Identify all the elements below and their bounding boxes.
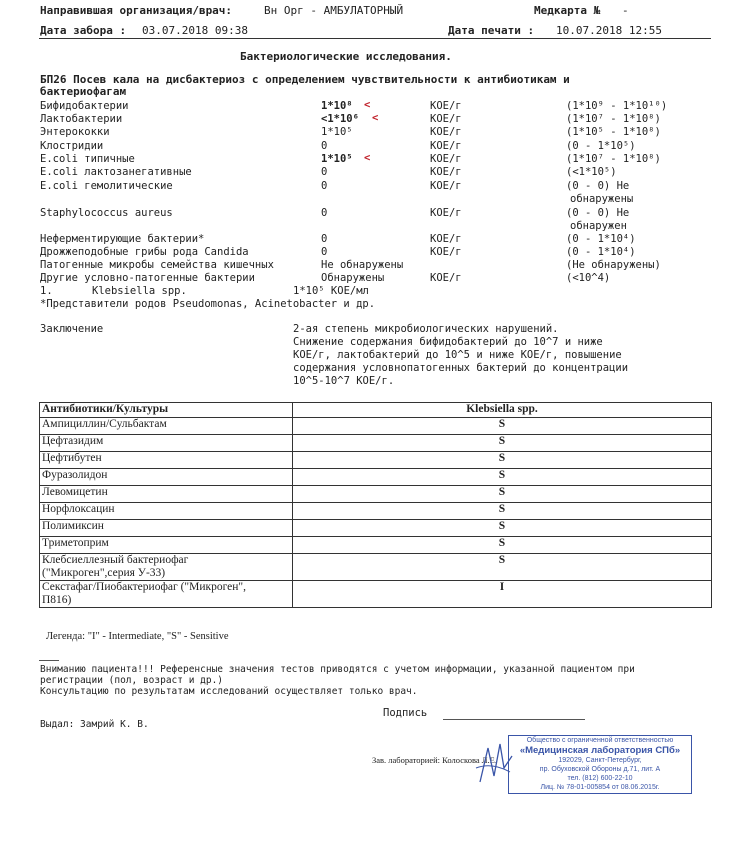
- result-ref: (0 - 1*10⁴): [566, 246, 636, 258]
- result-name: Дрожжеподобные грибы рода Candida: [40, 246, 249, 258]
- low-flag-icon: <: [364, 152, 371, 164]
- lab-head: Зав. лабораторией: Колоскова Л.Е.: [372, 755, 497, 765]
- result-name: Энтерококки: [40, 126, 110, 138]
- result-unit: КОЕ/г: [430, 180, 462, 192]
- sensitivity-result: S: [293, 554, 712, 581]
- result-value: 0: [321, 166, 328, 178]
- result-name: Другие условно-патогенные бактерии: [40, 272, 255, 284]
- notice-divider: [39, 660, 59, 661]
- antibiotic-name: Полимиксин: [40, 520, 293, 537]
- result-value: 0: [321, 207, 328, 219]
- notice-line-1: Вниманию пациента!!! Референсные значения тестов приводятся с учетом информации, указанной пациентом при: [40, 664, 635, 675]
- test-title-line-2: бактериофагам: [40, 85, 127, 98]
- result-ref: (Не обнаружены): [566, 259, 661, 271]
- antibiotic-name: Триметоприм: [40, 537, 293, 554]
- result-ref-cont: обнаружен: [570, 220, 627, 232]
- result-value: 1*10⁸: [321, 100, 353, 112]
- result-name: Staphylococcus aureus: [40, 207, 173, 219]
- result-ref: (0 - 0) Не: [566, 180, 630, 192]
- result-name: E.coli гемолитические: [40, 180, 173, 192]
- result-unit: КОЕ/г: [430, 233, 462, 245]
- other-bacteria-number: 1.: [40, 285, 53, 297]
- stamp-line: 192029, Санкт-Петербург,: [558, 757, 642, 764]
- stamp-line: Общество с ограниченной ответственностью: [526, 737, 674, 744]
- date-print-label: Дата печати :: [448, 24, 535, 37]
- stamp-lab-name: «Медицинская лаборатория СПб»: [519, 745, 681, 756]
- result-value: 0: [321, 246, 328, 258]
- footnote: *Представители родов Pseudomonas, Acinetobacter и др.: [40, 298, 376, 310]
- antibiotic-name: Цефтибутен: [40, 452, 293, 469]
- result-value: 0: [321, 140, 328, 152]
- other-bacteria-value: 1*10⁵ КОЕ/мл: [293, 285, 369, 297]
- result-unit: КОЕ/г: [430, 113, 462, 125]
- date-taken-label: Дата забора :: [40, 24, 127, 37]
- medcard-value: -: [622, 4, 629, 17]
- table-row: [40, 520, 712, 537]
- antibiotic-name: Левомицетин: [40, 486, 293, 503]
- result-value: 0: [321, 180, 328, 192]
- table-row: [40, 537, 712, 554]
- issued-by: Выдал: Замрий К. В.: [40, 719, 149, 730]
- result-unit: КОЕ/г: [430, 166, 462, 178]
- conclusion-line: КОЕ/г, лактобактерий до 10^5 и ниже КОЕ/г, повышение: [293, 349, 622, 361]
- column-header-culture: Klebsiella spp.: [293, 403, 712, 418]
- result-name: Бифидобактерии: [40, 100, 129, 112]
- result-unit: КОЕ/г: [430, 272, 462, 284]
- antibiotic-name-line: Секстафаг/Пиобактериофаг ("Микроген",: [42, 581, 246, 593]
- sensitivity-result: S: [293, 435, 712, 452]
- table-row: [40, 486, 712, 503]
- result-unit: КОЕ/г: [430, 126, 462, 138]
- stamp-line: Лиц. № 78-01-005854 от 08.06.2015г.: [540, 784, 660, 791]
- antibiotic-name-line: ("Микроген",серия У-33): [42, 567, 166, 579]
- other-bacteria-name: Klebsiella spp.: [92, 285, 187, 297]
- result-value: Обнаружены: [321, 272, 385, 284]
- antibiotic-name: [40, 581, 293, 608]
- signature-label: Подпись: [383, 707, 428, 719]
- table-row: [40, 469, 712, 486]
- stamp-line: тел. (812) 600-22-10: [567, 775, 633, 782]
- low-flag-icon: <: [364, 99, 371, 111]
- date-print-value: 10.07.2018 12:55: [556, 24, 662, 37]
- antibiotic-name-line: П816): [42, 594, 72, 606]
- sensitivity-result: S: [293, 469, 712, 486]
- table-row: [40, 418, 712, 435]
- result-name: Патогенные микробы семейства кишечных: [40, 259, 274, 271]
- section-title: Бактериологические исследования.: [240, 50, 452, 63]
- result-unit: КОЕ/г: [430, 140, 462, 152]
- result-value: <1*10⁶: [321, 113, 359, 125]
- antibiotic-table: [39, 402, 712, 608]
- result-value: 1*10⁵: [321, 126, 353, 138]
- conclusion-line: Снижение содержания бифидобактерий до 10^7 и ниже: [293, 336, 603, 348]
- conclusion-line: содержания условнопатогенных бактерий до концентрации: [293, 362, 629, 374]
- result-unit: КОЕ/г: [430, 207, 462, 219]
- result-ref: (0 - 1*10⁵): [566, 140, 636, 152]
- result-ref: (1*10⁷ - 1*10⁸): [566, 153, 661, 165]
- table-row: [40, 503, 712, 520]
- test-title-line-1: БП26 Посев кала на дисбактериоз с определением чувствительности к антибиотикам и: [40, 73, 570, 86]
- signature-line: [443, 719, 585, 720]
- table-row: [40, 581, 712, 608]
- sensitivity-result: S: [293, 520, 712, 537]
- sensitivity-result: S: [293, 452, 712, 469]
- referring-org-label: Направившая организация/врач:: [40, 4, 233, 17]
- table-row: [40, 554, 712, 581]
- column-header-antibiotic: Антибиотики/Культуры: [40, 403, 293, 418]
- lab-stamp: [508, 735, 692, 794]
- result-name: E.coli лактозанегативные: [40, 166, 192, 178]
- referring-org-value: Вн Орг - АМБУЛАТОРНЫЙ: [264, 4, 404, 17]
- header-divider: [39, 38, 711, 39]
- table-header-row: [40, 403, 712, 418]
- result-value: 1*10⁵: [321, 153, 353, 165]
- result-ref: (<1*10⁵): [566, 166, 617, 178]
- result-ref: (1*10⁹ - 1*10¹⁰): [566, 100, 668, 112]
- antibiotic-name-line: Клебсиеллезный бактериофаг: [42, 554, 189, 566]
- sensitivity-result: S: [293, 418, 712, 435]
- date-taken-value: 03.07.2018 09:38: [142, 24, 248, 37]
- result-value: 0: [321, 233, 328, 245]
- result-unit: КОЕ/г: [430, 100, 462, 112]
- result-name: Лактобактерии: [40, 113, 123, 125]
- result-unit: КОЕ/г: [430, 153, 462, 165]
- antibiotic-name: Фуразолидон: [40, 469, 293, 486]
- antibiotic-name: Норфлоксацин: [40, 503, 293, 520]
- medcard-label: Медкарта №: [534, 4, 601, 17]
- result-unit: КОЕ/г: [430, 246, 462, 258]
- antibiotic-name: Цефтазидим: [40, 435, 293, 452]
- result-ref-cont: обнаружены: [570, 193, 634, 205]
- sensitivity-result: I: [293, 581, 712, 608]
- antibiotic-name: [40, 554, 293, 581]
- conclusion-label: Заключение: [40, 323, 104, 335]
- result-name: Неферментирующие бактерии*: [40, 233, 205, 245]
- sensitivity-result: S: [293, 537, 712, 554]
- table-row: [40, 452, 712, 469]
- legend: Легенда: "I" - Intermediate, "S" - Sensitive: [46, 631, 229, 642]
- result-ref: (1*10⁷ - 1*10⁸): [566, 113, 661, 125]
- conclusion-line: 10^5-10^7 КОЕ/г.: [293, 375, 395, 387]
- result-ref: (1*10⁵ - 1*10⁸): [566, 126, 661, 138]
- conclusion-line: 2-ая степень микробиологических нарушений.: [293, 323, 559, 335]
- result-ref: (0 - 0) Не: [566, 207, 630, 219]
- stamp-line: пр. Обуховской Обороны д.71, лит. А: [539, 766, 661, 773]
- sensitivity-result: S: [293, 486, 712, 503]
- result-name: Клостридии: [40, 140, 104, 152]
- antibiotic-name: Ампициллин/Сульбактам: [40, 418, 293, 435]
- result-ref: (0 - 1*10⁴): [566, 233, 636, 245]
- low-flag-icon: <: [372, 112, 379, 124]
- table-row: [40, 435, 712, 452]
- result-name: E.coli типичные: [40, 153, 135, 165]
- notice-line-2: регистрации (пол, возраст и др.): [40, 675, 224, 686]
- result-value: Не обнаружены: [321, 259, 404, 271]
- sensitivity-result: S: [293, 503, 712, 520]
- result-ref: (<10^4): [566, 272, 611, 284]
- notice-line-3: Консультацию по результатам исследований осуществляет только врач.: [40, 686, 418, 697]
